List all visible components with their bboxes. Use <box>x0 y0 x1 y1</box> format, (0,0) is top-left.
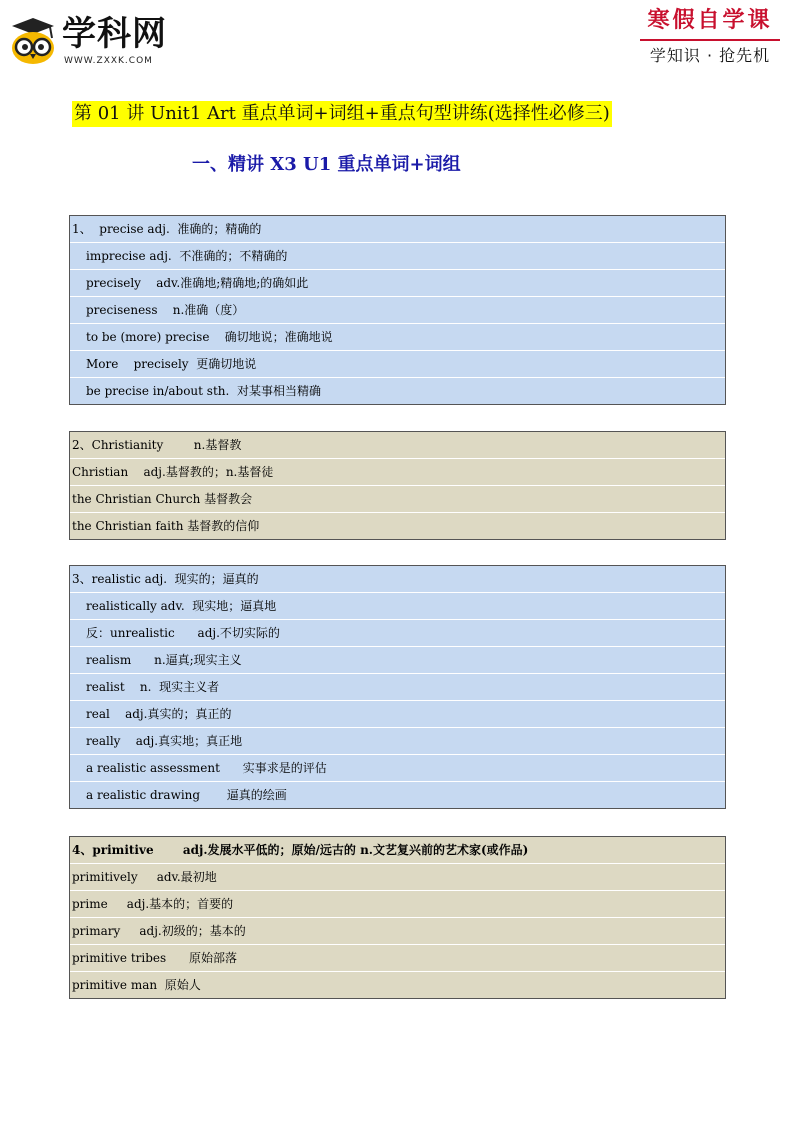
vocab-line: 1、 precise adj. 准确的；精确的 <box>72 222 262 236</box>
vocab-line: 3、realistic adj. 现实的；逼真的 <box>72 572 259 586</box>
vocab-line: primitive tribes 原始部落 <box>70 944 725 971</box>
vocab-line: really adj.真实地；真正地 <box>70 727 725 754</box>
vocab-line: 反：unrealistic adj.不切实际的 <box>70 619 725 646</box>
logo <box>8 10 188 70</box>
vocab-line: real adj.真实的；真正的 <box>70 700 725 727</box>
owl-logo-icon <box>8 16 58 66</box>
vocab-box-christianity <box>69 431 726 540</box>
vocab-line: 4、primitive adj.发展水平低的；原始/远古的 n.文艺复兴前的艺术家(或作品) <box>72 843 529 857</box>
vocab-line: be precise in/about sth. 对某事相当精确 <box>70 377 725 404</box>
vocab-line: prime adj.基本的；首要的 <box>70 890 725 917</box>
vocab-line: realist n. 现实主义者 <box>70 673 725 700</box>
brand-subtitle: 学知识 · 抢先机 <box>649 46 771 65</box>
vocab-line: primitively adv.最初地 <box>70 863 725 890</box>
vocab-line: a realistic assessment 实事求是的评估 <box>70 754 725 781</box>
vocab-box-realistic <box>69 565 726 809</box>
vocab-line: primitive man 原始人 <box>70 971 725 998</box>
vocab-line: preciseness n.准确（度） <box>70 296 725 323</box>
brand-title: 寒假自学课 <box>647 7 773 33</box>
document-title: 第 01 讲 Unit1 Art 重点单词+词组+重点句型讲练(选择性必修三) <box>72 101 612 127</box>
brand-divider <box>640 39 780 41</box>
vocab-line: realism n.逼真;现实主义 <box>70 646 725 673</box>
vocab-line: imprecise adj. 不准确的；不精确的 <box>70 242 725 269</box>
vocab-line: the Christian faith 基督教的信仰 <box>70 512 725 539</box>
vocab-line: primary adj.初级的；基本的 <box>70 917 725 944</box>
vocab-line: precisely adv.准确地;精确地;的确如此 <box>70 269 725 296</box>
logo-url: WWW.ZXXK.COM <box>64 56 153 66</box>
vocab-line: More precisely 更确切地说 <box>70 350 725 377</box>
section-title: 一、精讲 X3 U1 重点单词+词组 <box>192 154 461 175</box>
vocab-box-primitive <box>69 836 726 999</box>
vocab-line: the Christian Church 基督教会 <box>70 485 725 512</box>
vocab-line: realistically adv. 现实地；逼真地 <box>70 592 725 619</box>
vocab-line: 2、Christianity n.基督教 <box>72 438 242 452</box>
vocab-line: to be (more) precise 确切地说；准确地说 <box>70 323 725 350</box>
vocab-line: a realistic drawing 逼真的绘画 <box>70 781 725 808</box>
vocab-box-precise <box>69 215 726 405</box>
brand <box>640 4 780 67</box>
logo-text: 学科网 <box>62 14 167 54</box>
vocab-line: Christian adj.基督教的；n.基督徒 <box>70 458 725 485</box>
